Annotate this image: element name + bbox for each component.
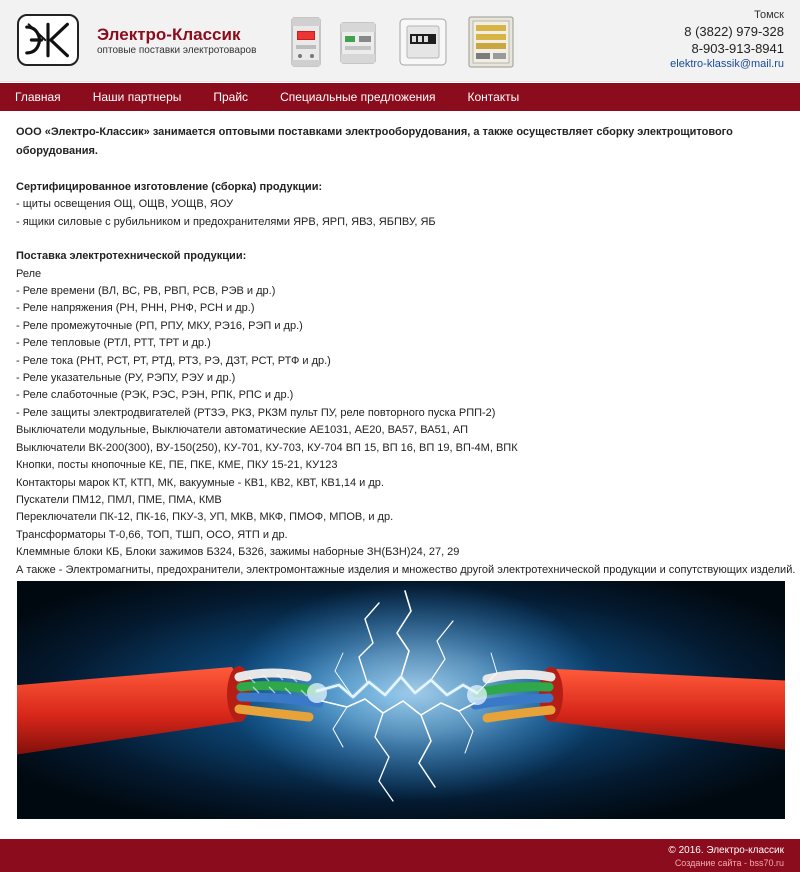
site-credit-link[interactable]: bss70.ru <box>749 858 784 868</box>
list-item: - Реле указательные (РУ, РЭПУ, РЭУ и др.) <box>16 372 236 385</box>
list-item: - щиты освещения ОЩ, ОЩВ, УОЩВ, ЯОУ <box>16 198 234 211</box>
nav-item-special-offers[interactable]: Специальные предложения <box>280 90 436 104</box>
phone-primary[interactable]: 8 (3822) 979-328 <box>684 24 784 39</box>
city-label: Томск <box>754 9 784 21</box>
list-item: - ящики силовые с рубильником и предохранителями ЯРВ, ЯРП, ЯВЗ, ЯБПВУ, ЯБ <box>16 215 436 228</box>
hero-cables-spark-image <box>17 581 785 819</box>
list-item: - Реле слаботочные (РЭК, РЭС, РЭН, РПК, РПС и др.) <box>16 389 294 402</box>
list-item: А также - Электромагниты, предохранители, электромонтажные изделия и множество другой электротехнической продукции и сопутствующих изделий. <box>16 563 796 576</box>
main-content <box>0 111 800 579</box>
relay-device-image <box>288 16 324 68</box>
copyright-text: © 2016. Электро-классик <box>668 845 784 856</box>
list-item: - Реле времени (ВЛ, ВС, РВ, РВП, РСВ, РЭВ и др.) <box>16 285 276 298</box>
list-item: - Реле тока (РНТ, РСТ, РТ, РТД, РТЗ, РЭ, ДЗТ, РСТ, РТФ и др.) <box>16 354 331 367</box>
control-panel-image <box>465 15 517 69</box>
phone-secondary[interactable]: 8-903-913-8941 <box>691 41 784 56</box>
nav-item-home[interactable]: Главная <box>15 90 61 104</box>
brand-subtitle: оптовые поставки электротоваров <box>97 45 257 56</box>
distribution-box-image <box>397 16 449 68</box>
nav-item-partners[interactable]: Наши партнеры <box>92 90 182 104</box>
site-header <box>0 0 800 82</box>
logo-mark-icon <box>19 16 77 64</box>
list-item: Выключатели ВК-200(300), ВУ-150(250), КУ-701, КУ-703, КУ-704 ВП 15, ВП 16, ВП 19, ВП-4М, ВПК <box>16 441 518 454</box>
list-item: Переключатели ПК-12, ПК-16, ПКУ-3, УП, МКВ, МКФ, ПМОФ, МПОВ, и др. <box>16 511 394 524</box>
site-credit <box>675 858 784 868</box>
list-item: Трансформаторы Т-0,66, ТОП, ТШП, ОСО, ЯТП и др. <box>16 528 288 541</box>
list-item: Выключатели модульные, Выключатели автоматические АЕ1031, АЕ20, ВА57, ВА51, АП <box>16 424 469 437</box>
nav-item-price[interactable]: Прайс <box>213 90 249 104</box>
modular-relay-image <box>338 19 378 67</box>
list-item: Клеммные блоки КБ, Блоки зажимов Б324, Б326, зажимы наборные ЗН(БЗН)24, 27, 29 <box>16 546 460 559</box>
list-item: - Реле тепловые (РТЛ, РТТ, ТРТ и др.) <box>16 337 211 350</box>
main-nav <box>0 83 800 111</box>
section-title-supply: Поставка электротехнической продукции: <box>16 250 247 263</box>
email-link[interactable]: elektro-klassik@mail.ru <box>670 58 784 70</box>
list-item: - Реле защиты электродвигателей (РТЗЭ, РКЗ, РКЗМ пульт ПУ, реле повторного пуска РПП-2) <box>16 406 496 419</box>
site-footer <box>0 839 800 872</box>
list-item: Реле <box>16 267 42 280</box>
list-item: Пускатели ПМ12, ПМЛ, ПМЕ, ПМА, КМВ <box>16 493 222 506</box>
list-item: - Реле промежуточные (РП, РПУ, МКУ, РЭ16, РЭП и др.) <box>16 319 303 332</box>
brand-title: Электро-Классик <box>97 25 241 44</box>
section-title-manufacturing: Сертифицированное изготовление (сборка) продукции: <box>16 181 323 193</box>
nav-item-contacts[interactable]: Контакты <box>467 90 520 104</box>
logo[interactable] <box>17 14 79 66</box>
intro-text: ООО «Электро-Классик» занимается оптовыми поставками электрооборудования, а также осуществляет сборку электрощитового оборудования. <box>16 126 733 157</box>
list-item: Кнопки, посты кнопочные КЕ, ПЕ, ПКЕ, КМЕ, ПКУ 15-21, КУ123 <box>16 459 338 472</box>
list-item: Контакторы марок КТ, КТП, МК, вакуумные - КВ1, КВ2, КВТ, КВ1,14 и др. <box>16 476 384 489</box>
list-item: - Реле напряжения (РН, РНН, РНФ, РСН и др.) <box>16 302 255 315</box>
site-credit-label: Создание сайта - <box>674 858 750 868</box>
